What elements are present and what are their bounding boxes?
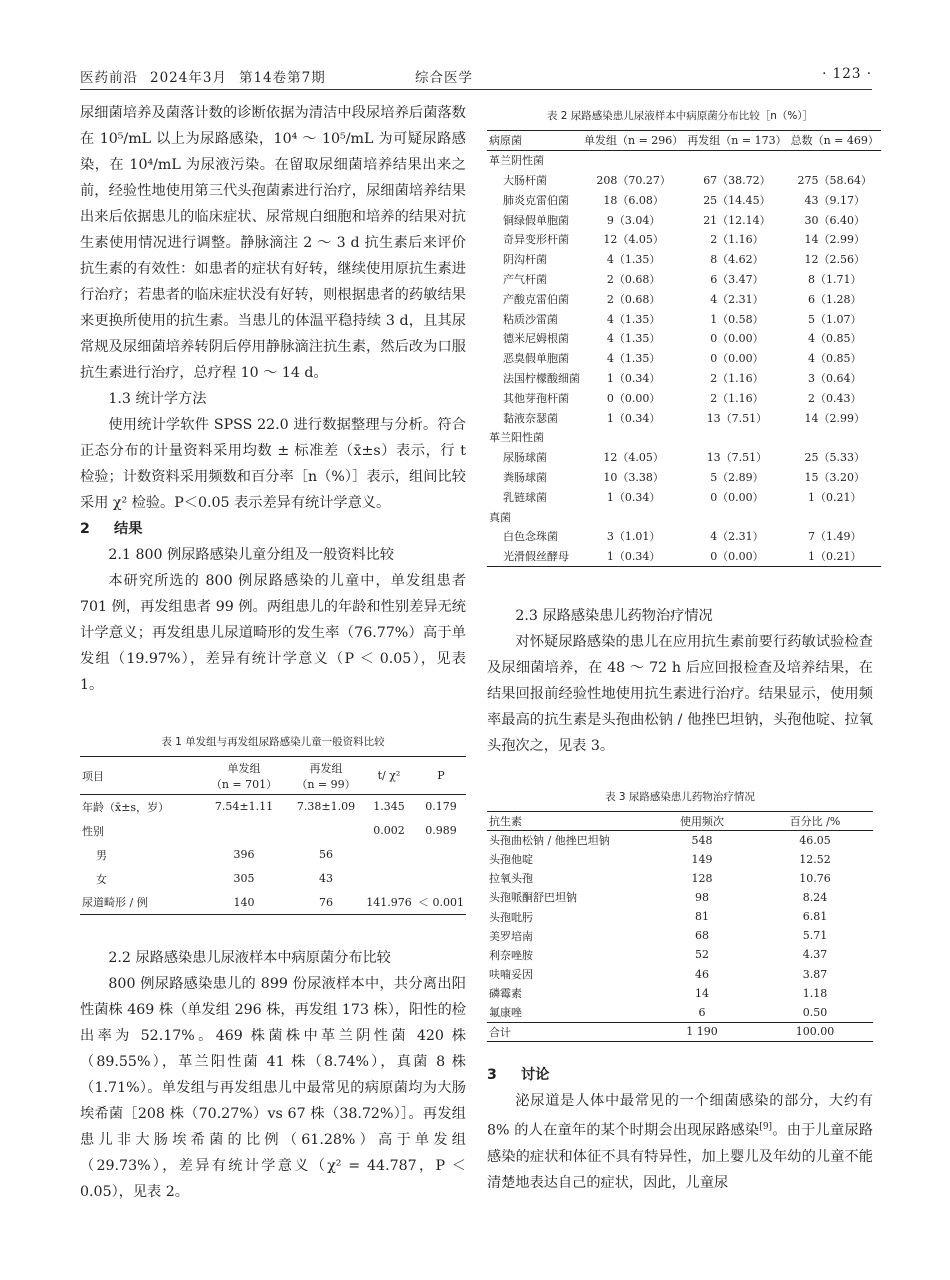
table3-row — [487, 926, 873, 945]
table1-cell-item: 性别 — [82, 824, 104, 838]
table1-col-stat: t/ χ² — [377, 769, 401, 782]
table3-cell-antibiotic: 氟康唑 — [489, 1006, 522, 1020]
heading-2-2: 2.2 尿路感染患儿尿液样本中病原菌分布比较 — [108, 950, 391, 966]
table1-row — [80, 843, 466, 867]
table3-cell-frequency: 81 — [695, 910, 709, 924]
table3-row — [487, 830, 873, 849]
table3-cell-frequency: 14 — [695, 986, 709, 1000]
table2-cell-pathogen: 黏液奈瑟菌 — [503, 411, 558, 425]
table2-cell-recurrent: 6（3.47） — [710, 272, 764, 286]
table3-cell-frequency: 149 — [691, 852, 713, 866]
table2-row — [487, 526, 881, 546]
table2-row — [487, 467, 881, 487]
table3-cell-antibiotic: 利奈唑胺 — [489, 948, 533, 962]
table2-cell-recurrent: 4（2.31） — [710, 292, 764, 306]
table2-cell-recurrent: 21（12.14） — [703, 213, 771, 227]
table2-cell-single: 12（4.05） — [603, 451, 664, 465]
table2-cell-recurrent: 0（0.00） — [710, 332, 764, 346]
table2-cell-pathogen: 光滑假丝酵母 — [503, 549, 569, 563]
table2-cell-total: 275（58.64） — [797, 173, 872, 187]
paragraph-2-1: 本研究所选的 800 例尿路感染的儿童中，单发组患者 701 例，再发组患者 99 例。两组患儿的年龄和性别差异无统计学意义；再发组患儿尿道畸形的发生率（76.77%）高于单发组（19.97%），差异有统计学意义（P ＜ 0.05），见表 1。 — [80, 573, 466, 693]
table2-cell-single: 4（1.35） — [606, 352, 661, 366]
table1-cell-single: 140 — [233, 895, 255, 909]
table2-cell-pathogen: 产气杆菌 — [503, 272, 547, 286]
table2-cell-total — [789, 150, 881, 170]
table3-cell-percent: 5.71 — [802, 929, 828, 943]
table2-cell-single: 1（0.34） — [606, 371, 661, 385]
page-number: · 123 · — [822, 66, 872, 82]
table2-cell-total: 5（1.07） — [807, 312, 862, 326]
table2-caption: 表 2 尿路感染患儿尿液样本中病原菌分布比较［n（%）］ — [546, 110, 814, 122]
heading-discussion-text: 讨论 — [521, 1066, 550, 1083]
table2-cell-single: 12（4.05） — [603, 233, 664, 247]
paragraph-statistics: 使用统计学软件 SPSS 22.0 进行数据整理与分析。符合正态分布的计量资料采用均数 ± 标准差（x̄±s）表示，行 t 检验；计数资料采用频数和百分率［n（%）］表示，组间比较采用 χ² 检验。P＜0.05 表示差异有统计学意义。 — [80, 417, 466, 511]
table2-cell-total: 1（0.21） — [807, 549, 862, 563]
table1-cell-p: 0.989 — [425, 824, 457, 837]
table2-cell-single: 2（0.68） — [606, 292, 661, 306]
table3-col-frequency: 使用频次 — [680, 814, 724, 828]
table1-cell-stat — [362, 843, 416, 867]
table3-cell-antibiotic: 呋喃妥因 — [489, 968, 533, 982]
table1-row — [80, 891, 466, 915]
table2-row — [487, 170, 881, 190]
table1-cell-p — [416, 867, 466, 891]
table1-cell-stat: 1.345 — [373, 800, 405, 814]
table1-cell-stat — [362, 867, 416, 891]
table3-row — [487, 984, 873, 1003]
table2-cell-single: 9（3.04） — [606, 213, 661, 227]
table2-cell-total: 1（0.21） — [807, 490, 862, 504]
table3-cell-frequency: 46 — [695, 967, 709, 981]
table1-cell-item: 男 — [96, 848, 107, 862]
table2-cell-total: 2（0.43） — [807, 391, 862, 405]
table1-cell-item: 尿道畸形 / 例 — [82, 896, 148, 910]
table1-row — [80, 795, 466, 819]
table2-cell-single: 0（0.00） — [606, 391, 661, 405]
table3-cell-antibiotic: 头孢他啶 — [489, 853, 533, 866]
table3-caption: 表 3 尿路感染患儿药物治疗情况 — [605, 790, 755, 803]
table2-row — [487, 546, 881, 566]
table1-caption: 表 1 单发组与再发组尿路感染儿童一般资料比较 — [161, 736, 385, 748]
table2-row — [487, 190, 881, 210]
table3-col-antibiotic: 抗生素 — [489, 814, 522, 828]
journal-name: 医药前沿 — [80, 70, 138, 86]
table3-cell-percent: 10.76 — [799, 871, 831, 885]
table2-cell-pathogen: 大肠杆菌 — [503, 173, 547, 187]
issue-date: 2024年3月 — [150, 70, 227, 86]
table2-cell-single: 18（6.08） — [603, 193, 664, 207]
table2-cell-single: 1（0.34） — [606, 549, 661, 563]
table1-col-item: 项目 — [82, 769, 104, 783]
table3-cell-antibiotic: 美罗培南 — [489, 929, 533, 943]
table3-row — [487, 965, 873, 984]
table3-total-label: 合计 — [489, 1025, 511, 1039]
table3-row — [487, 849, 873, 868]
table2-group-label: 革兰阳性菌 — [489, 431, 544, 445]
table1-col-single: 单发组 （n = 701） — [210, 761, 278, 791]
table2-group-label: 革兰阴性菌 — [489, 154, 544, 168]
table2-cell-pathogen: 尿肠球菌 — [503, 451, 547, 465]
table1-cell-stat: 0.002 — [373, 824, 405, 837]
table2-row — [487, 427, 881, 447]
table1-cell-p: 0.179 — [425, 800, 457, 814]
table1-cell-item: 女 — [96, 872, 107, 886]
table3-total-frequency: 1 190 — [686, 1025, 718, 1039]
table3-cell-antibiotic: 磷霉素 — [489, 987, 522, 1001]
table3-total-row — [487, 1022, 873, 1041]
heading-2-3: 2.3 尿路感染患儿药物治疗情况 — [515, 607, 713, 624]
table2-cell-pathogen: 粘质沙雷菌 — [503, 312, 558, 326]
table2-cell-recurrent: 1（0.58） — [710, 312, 764, 326]
table2-cell-single: 4（1.35） — [606, 253, 661, 267]
table2-cell-recurrent: 13（7.51） — [706, 451, 768, 465]
table1-col-p: P — [437, 769, 445, 782]
table1-cell-item: 年龄（x̄±s，岁） — [82, 800, 170, 814]
table2-cell-single — [582, 427, 685, 447]
table2-cell-pathogen: 乳链球菌 — [503, 490, 547, 504]
table2-cell-total: 15（3.20） — [804, 470, 865, 484]
table3-cell-antibiotic: 拉氧头孢 — [489, 872, 533, 886]
table3-cell-frequency: 548 — [691, 833, 713, 847]
table2-cell-recurrent: 8（4.62） — [710, 253, 764, 267]
table3-cell-antibiotic: 头孢哌酮舒巴坦钠 — [489, 891, 577, 905]
table2-cell-single: 4（1.35） — [606, 332, 661, 346]
heading-2-1: 2.1 800 例尿路感染儿童分组及一般资料比较 — [108, 547, 395, 563]
table3-row — [487, 888, 873, 907]
table3-cell-frequency: 52 — [695, 948, 709, 962]
table3-cell-antibiotic: 头孢吡肟 — [489, 910, 533, 924]
table2-cell-pathogen: 铜绿假单胞菌 — [503, 213, 569, 227]
paragraph-discussion: 泌尿道是人体中最常见的一个细菌感染的部分，大约有 8% 的人在童年的某个时期会出现尿路感染[9]。由于儿童尿路感染的症状和体征不具有特异性，加上婴儿及年幼的儿童不能清楚地表达自己的症状，因此，儿童尿 — [487, 1092, 873, 1191]
table2-cell-total: 3（0.64） — [807, 371, 862, 385]
table2-cell-pathogen: 阴沟杆菌 — [503, 253, 547, 267]
table2-cell-pathogen: 奇异变形杆菌 — [503, 233, 569, 247]
table3-cell-frequency: 128 — [691, 871, 713, 885]
table2-row — [487, 388, 881, 408]
heading-results — [80, 516, 466, 542]
table3-cell-antibiotic: 头孢曲松钠 / 他挫巴坦钠 — [489, 834, 610, 848]
table2-cell-single — [582, 507, 685, 527]
table1-cell-recurrent: 43 — [319, 872, 333, 885]
table2-header-row — [487, 131, 881, 151]
table2-cell-total: 14（2.99） — [804, 233, 865, 247]
table2-row — [487, 249, 881, 269]
table2-cell-pathogen: 法国柠檬酸细菌 — [503, 371, 580, 385]
table2-row — [487, 487, 881, 507]
table1-row — [80, 867, 466, 891]
heading-discussion-number: 3 — [487, 1066, 497, 1083]
table2-cell-pathogen: 肺炎克雷伯菌 — [503, 193, 569, 207]
table3-cell-percent: 12.52 — [799, 852, 831, 866]
table2-group-label: 真菌 — [489, 510, 511, 524]
section-name: 综合医学 — [415, 70, 473, 86]
table1-cell-single: 305 — [233, 872, 255, 885]
table2-cell-pathogen: 粪肠球菌 — [503, 470, 547, 484]
left-column — [80, 100, 466, 1205]
table2-cell-total: 43（9.17） — [804, 193, 865, 207]
table3-cell-percent: 3.87 — [802, 967, 828, 981]
table2-row — [487, 507, 881, 527]
table2-cell-single: 2（0.68） — [606, 272, 661, 286]
paragraph-culture-method: 尿细菌培养及菌落计数的诊断依据为清洁中段尿培养后菌落数在 10⁵/mL 以上为尿路感染，10⁴ ～ 10⁵/mL 为可疑尿路感染，在 10⁴/mL 为尿液污染。在留取尿细菌培养结果出来之前，经验性地使用第三代头孢菌素进行治疗，尿细菌培养结果出来后依据患儿的临床症状、尿常规白细胞和培养的结果对抗生素使用情况进行调整。静脉滴注 2 ～ 3 d 抗生素后来评价抗生素的有效性：如患者的症状有好转，继续使用原抗生素进行治疗；若患者的临床症状没有好转，则根据患者的药敏结果来更换所使用的抗生素。当患儿的体温平稳持续 3 d，且其尿常规及尿细菌培养转阴后停用静脉滴注抗生素，然后改为口服抗生素进行治疗，总疗程 10 ～ 14 d。 — [80, 105, 466, 381]
table1-cell-recurrent: 7.38±1.09 — [296, 800, 356, 814]
table2-cell-recurrent: 2（1.16） — [710, 391, 764, 405]
table2-cell-recurrent: 13（7.51） — [706, 411, 768, 425]
table1-row — [80, 819, 466, 843]
table2-col-total: 总数（n = 469） — [790, 134, 879, 148]
table2-cell-total: 25（5.33） — [804, 451, 865, 465]
table1 — [80, 756, 466, 915]
table1-cell-recurrent: 56 — [319, 848, 333, 861]
table1-cell-recurrent: 76 — [319, 895, 333, 909]
table2-cell-single: 1（0.34） — [606, 490, 661, 504]
table3-cell-percent: 8.24 — [802, 890, 828, 904]
table2-cell-recurrent: 67（38.72） — [703, 173, 771, 187]
table3-cell-frequency: 98 — [695, 890, 709, 904]
running-header — [80, 64, 872, 90]
table2-col-recurrent: 再发组（n = 173） — [687, 134, 787, 148]
table3-cell-frequency: 68 — [695, 929, 709, 943]
table3-row — [487, 945, 873, 964]
table2-cell-total: 6（1.28） — [807, 292, 862, 306]
table2-cell-recurrent: 0（0.00） — [710, 549, 764, 563]
table2-cell-single: 4（1.35） — [606, 312, 661, 326]
table1-cell-single — [198, 819, 290, 843]
table2-cell-total: 12（2.56） — [804, 253, 865, 267]
heading-1-3: 1.3 统计学方法 — [108, 391, 207, 407]
table2-row — [487, 368, 881, 388]
table2-cell-single: 10（3.38） — [603, 470, 664, 484]
table2-cell-recurrent: 2（1.16） — [710, 233, 764, 247]
table2-row — [487, 309, 881, 329]
table2-row — [487, 348, 881, 368]
table3-row — [487, 907, 873, 926]
table2-cell-single: 3（1.01） — [606, 530, 661, 544]
paragraph-2-2: 800 例尿路感染患儿的 899 份尿液样本中，共分离出阳性菌株 469 株（单发组 296 株，再发组 173 株），阳性的检出率为 52.17%。469 株菌株中革兰阴性菌 420 株（89.55%），革兰阳性菌 41 株（8.74%），真菌 8 株（1.71%）。单发组与再发组患儿中最常见的病原菌均为大肠埃希菌［208 株（70.27%）vs 67 株（38.72%）］。再发组患儿非大肠埃希菌的比例（61.28%）高于单发组（29.73%），差异有统计学意义（χ² = 44.787，P ＜ 0.05），见表 2。 — [80, 976, 466, 1200]
table1-cell-recurrent — [290, 819, 362, 843]
table3-header-row — [487, 811, 873, 830]
heading-results-text: 结果 — [114, 521, 143, 537]
table2-cell-pathogen: 恶臭假单胞菌 — [503, 352, 569, 366]
table2-cell-recurrent: 4（2.31） — [710, 530, 764, 544]
paragraph-2-3: 对怀疑尿路感染的患儿在应用抗生素前要行药敏试验检查及尿细菌培养，在 48 ～ 72 h 后应回报检查及培养结果，在结果回报前经验性地使用抗生素进行治疗。结果显示，使用频率最高的抗生素是头孢曲松钠 / 他挫巴坦钠，头孢他啶、拉氧头孢次之，见表 3。 — [487, 633, 873, 754]
table2-cell-recurrent — [685, 427, 788, 447]
table3-cell-percent: 46.05 — [799, 833, 831, 847]
table2-cell-single — [582, 150, 685, 170]
journal-info — [80, 66, 338, 86]
table3-row — [487, 869, 873, 888]
table2-cell-total: 4（0.85） — [807, 332, 862, 346]
table2 — [487, 130, 881, 567]
table3-col-percent: 百分比 /% — [789, 814, 841, 828]
citation-ref[interactable]: [9] — [759, 1121, 773, 1132]
table2-cell-pathogen: 白色念珠菌 — [503, 530, 558, 544]
table2-cell-recurrent: 25（14.45） — [703, 193, 771, 207]
table2-cell-recurrent: 0（0.00） — [710, 352, 764, 366]
table2-cell-total: 30（6.40） — [804, 213, 865, 227]
table2-row — [487, 229, 881, 249]
table2-cell-recurrent — [685, 150, 788, 170]
table2-row — [487, 408, 881, 428]
table2-cell-total: 7（1.49） — [807, 530, 862, 544]
volume-issue: 第14卷第7期 — [238, 70, 326, 86]
table3-cell-percent: 1.18 — [802, 986, 828, 1000]
right-column — [487, 100, 879, 1196]
table2-row — [487, 328, 881, 348]
table2-col-pathogen: 病原菌 — [489, 134, 522, 148]
heading-results-number: 2 — [80, 521, 90, 537]
table2-cell-total: 4（0.85） — [807, 352, 862, 366]
table1-cell-stat: 141.976 — [366, 895, 412, 909]
table2-cell-total — [789, 427, 881, 447]
table2-row — [487, 289, 881, 309]
table3-row — [487, 1003, 873, 1022]
table3-total-percent: 100.00 — [795, 1025, 835, 1039]
table2-row — [487, 150, 881, 170]
table2-cell-recurrent: 0（0.00） — [710, 490, 764, 504]
table2-cell-pathogen: 德米尼姆根菌 — [503, 332, 569, 346]
table3-cell-percent: 0.50 — [802, 1005, 828, 1019]
table1-cell-p — [416, 843, 466, 867]
table2-cell-recurrent: 2（1.16） — [710, 371, 764, 385]
table3-cell-frequency: 6 — [698, 1005, 706, 1019]
heading-discussion — [487, 1062, 873, 1088]
table1-cell-p: ＜ 0.001 — [418, 896, 464, 910]
table2-row — [487, 210, 881, 230]
table2-cell-total — [789, 507, 881, 527]
table2-cell-recurrent — [685, 507, 788, 527]
table2-cell-single: 1（0.34） — [606, 411, 661, 425]
table1-cell-single: 396 — [233, 848, 255, 861]
table3-cell-percent: 6.81 — [802, 910, 828, 924]
table3-cell-percent: 4.37 — [802, 948, 828, 962]
table2-cell-recurrent: 5（2.89） — [710, 470, 764, 484]
table2-cell-total: 14（2.99） — [804, 411, 865, 425]
table2-cell-total: 8（1.71） — [807, 272, 862, 286]
table2-row — [487, 269, 881, 289]
table1-cell-single: 7.54±1.11 — [214, 800, 274, 814]
table3 — [487, 811, 873, 1042]
table1-col-recurrent: 再发组 （n = 99） — [296, 761, 356, 791]
table2-col-single: 单发组（n = 296） — [584, 134, 684, 148]
table2-row — [487, 447, 881, 467]
table1-header-row — [80, 757, 466, 795]
table2-cell-pathogen: 其他芽孢杆菌 — [503, 391, 569, 405]
table2-cell-single: 208（70.27） — [596, 173, 671, 187]
table2-cell-pathogen: 产酸克雷伯菌 — [503, 292, 569, 306]
